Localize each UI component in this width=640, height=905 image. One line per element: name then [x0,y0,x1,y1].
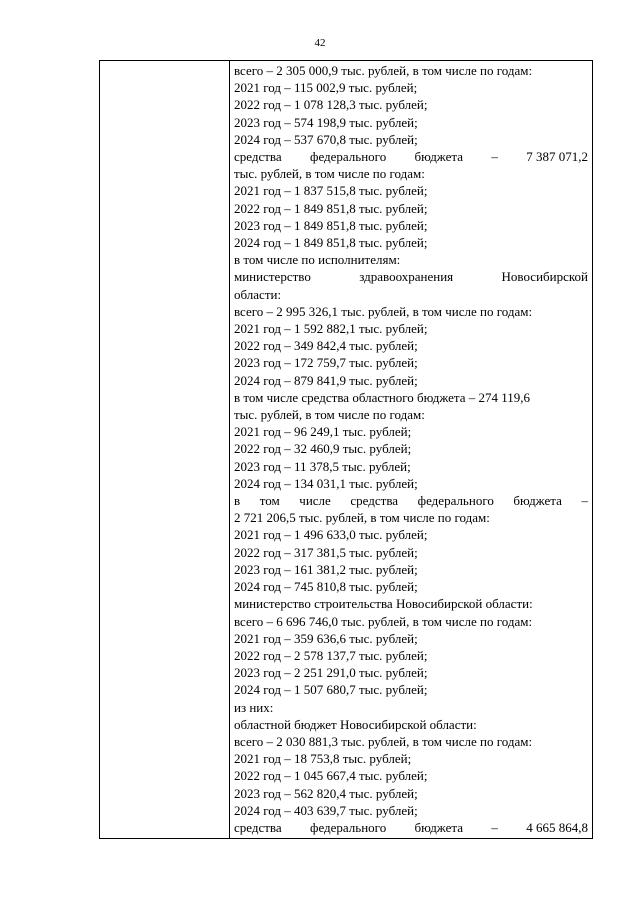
text-line: 2022 год – 349 842,4 тыс. рублей; [234,338,418,354]
text-line: 2023 год – 161 381,2 тыс. рублей; [234,561,418,577]
text-line: 2022 год – 1 078 128,3 тыс. рублей; [234,97,428,113]
text-word: федерального [417,493,494,509]
text-line: 2024 год – 537 670,8 тыс. рублей; [234,131,418,147]
funding-table [99,60,593,839]
text-line: 2023 год – 172 759,7 тыс. рублей; [234,355,418,371]
text-word: бюджета [414,149,464,165]
text-line: 2023 год – 11 378,5 тыс. рублей; [234,458,411,474]
text-line [234,492,588,509]
text-word: – [491,149,498,165]
text-line: министерство строительства Новосибирской области: [234,596,533,612]
text-line: 2024 год – 1 507 680,7 тыс. рублей; [234,682,428,698]
text-line: 2022 год – 1 045 667,4 тыс. рублей; [234,768,428,784]
text-line: в том числе по исполнителям: [234,252,401,268]
text-line: 2022 год – 32 460,9 тыс. рублей; [234,441,412,457]
text-line: 2023 год – 1 849 851,8 тыс. рублей; [234,217,428,233]
text-line: всего – 2 995 326,1 тыс. рублей, в том числе по годам: [234,303,533,319]
text-word: – [581,493,588,509]
text-line: всего – 6 696 746,0 тыс. рублей, в том числе по годам: [234,613,533,629]
text-word: средства [234,149,282,165]
text-line: 2021 год – 96 249,1 тыс. рублей; [234,424,412,440]
page-number: 42 [314,37,326,49]
text-word: том [259,493,280,509]
table-right-cell [230,61,592,838]
text-word: в [234,493,241,509]
text-line: 2022 год – 1 849 851,8 тыс. рублей; [234,200,428,216]
text-line: 2021 год – 115 002,9 тыс. рублей; [234,80,418,96]
text-word: федерального [310,819,387,835]
text-line: 2024 год – 403 639,7 тыс. рублей; [234,802,418,818]
text-line: 2021 год – 359 636,6 тыс. рублей; [234,630,418,646]
text-line: области: [234,286,282,302]
text-line: всего – 2 305 000,9 тыс. рублей, в том числе по годам: [234,63,533,78]
text-word: средства [350,493,399,509]
text-line [234,148,588,165]
text-line [234,819,588,836]
text-line: 2024 год – 745 810,8 тыс. рублей; [234,579,418,595]
text-line [234,268,588,285]
text-line: 2021 год – 18 753,8 тыс. рублей; [234,751,412,767]
text-word: – [491,819,498,835]
text-word: бюджета [513,493,562,509]
text-line [234,389,588,406]
text-line: областной бюджет Новосибирской области: [234,716,477,732]
text-line: 2022 год – 317 381,5 тыс. рублей; [234,544,418,560]
text-word: числе [299,493,331,509]
text-word: 7 387 071,2 [526,149,588,165]
text-word: министерство [234,269,311,285]
text-line: 2022 год – 2 578 137,7 тыс. рублей; [234,647,428,663]
text-line: 2021 год – 1 837 515,8 тыс. рублей; [234,183,428,199]
text-word: федерального [310,149,387,165]
text-word: в том числе средства областного бюджета – 274 119,6 [234,389,531,405]
text-word: средства [234,819,282,835]
text-line: 2024 год – 879 841,9 тыс. рублей; [234,372,418,388]
text-word: Новосибирской [501,269,588,285]
text-line: тыс. рублей, в том числе по годам: [234,407,425,423]
text-line: 2024 год – 134 031,1 тыс. рублей; [234,475,418,491]
text-line: 2021 год – 1 592 882,1 тыс. рублей; [234,321,428,337]
text-word: 4 665 864,8 [526,819,588,835]
text-line: 2023 год – 2 251 291,0 тыс. рублей; [234,665,428,681]
text-line: из них: [234,699,274,715]
text-line: тыс. рублей, в том числе по годам: [234,166,425,182]
text-word: здравоохранения [359,269,454,285]
text-line: 2024 год – 1 849 851,8 тыс. рублей; [234,235,428,251]
text-line: 2 721 206,5 тыс. рублей, в том числе по годам: [234,510,490,526]
text-line: 2023 год – 574 198,9 тыс. рублей; [234,114,418,130]
text-line: 2023 год – 562 820,4 тыс. рублей; [234,785,418,801]
text-line: 2021 год – 1 496 633,0 тыс. рублей; [234,527,428,543]
text-word: бюджета [414,819,464,835]
text-line: всего – 2 030 881,3 тыс. рублей, в том числе по годам: [234,733,533,749]
table-left-cell [100,61,230,838]
